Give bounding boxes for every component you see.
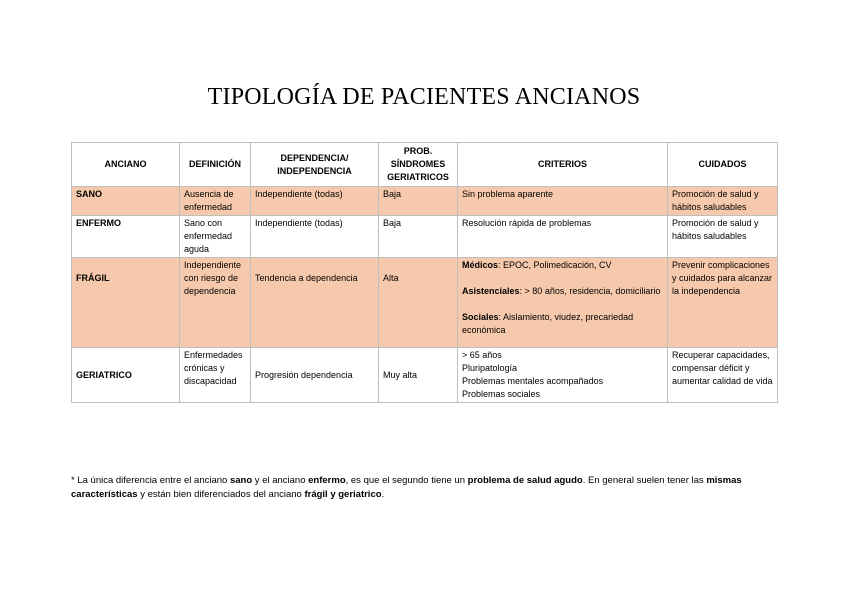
cell-sindromes: Alta [379,258,458,348]
criterio-asistenciales [462,285,663,298]
table-row-fragil [72,258,778,348]
note-bold: mismas características [71,475,742,500]
criterio-text: : > 80 años, residencia, domiciliario [519,286,661,296]
criterio-label: Asistenciales [462,286,520,296]
note-text: y están bien diferenciados del anciano [137,489,305,500]
cell-cuidados: Recuperar capacidades, compensar déficit y aumentar calidad de vida [668,348,778,403]
header-sindromes: PROB. SÍNDROMES GERIATRICOS [379,143,458,187]
cell-anciano: SANO [72,187,180,216]
cell-sindromes: Baja [379,216,458,258]
page-title: TIPOLOGÍA DE PACIENTES ANCIANOS [207,84,641,110]
criterio-label: Sociales [462,312,499,322]
cell-dependencia: Tendencia a dependencia [251,258,379,348]
criterio-line: > 65 años [462,350,502,360]
cell-anciano: FRÁGIL [72,258,180,348]
cell-criterios: Sin problema aparente [458,187,668,216]
criterio-line: Pluripatología [462,363,518,373]
note-bold: frágil y geriatrico [304,489,382,500]
header-dependencia: DEPENDENCIA/ INDEPENDENCIA [251,143,379,187]
cell-cuidados: Prevenir complicaciones y cuidados para alcanzar la independencia [668,258,778,348]
header-definicion: DEFINICIÓN [180,143,251,187]
table-row-enfermo [72,216,778,258]
criterio-sociales [462,311,663,337]
cell-definicion: Enfermedades crónicas y discapacidad [180,348,251,403]
patient-typology-table [71,142,778,403]
note-bold: enfermo [308,475,346,486]
note-text: . [381,489,385,500]
header-anciano: ANCIANO [72,143,180,187]
cell-dependencia: Progresión dependencia [251,348,379,403]
criterio-line: Problemas sociales [462,389,541,399]
cell-definicion: Sano con enfermedad aguda [180,216,251,258]
table-row-sano [72,187,778,216]
criterio-text: : EPOC, Polimedicación, CV [498,260,612,270]
header-cuidados: CUIDADOS [668,143,778,187]
note-text: * La única diferencia entre el anciano [71,475,230,486]
criterio-medicos [462,259,663,272]
cell-dependencia: Independiente (todas) [251,187,379,216]
cell-definicion: Independiente con riesgo de dependencia [180,258,251,348]
cell-sindromes: Baja [379,187,458,216]
note-text: , es que el segundo tiene un [345,475,468,486]
cell-sindromes: Muy alta [379,348,458,403]
cell-criterios [458,258,668,348]
note-bold: sano [229,475,253,486]
cell-anciano: ENFERMO [72,216,180,258]
table-row-geriatrico [72,348,778,403]
criterio-label: Médicos [462,260,499,270]
cell-definicion: Ausencia de enfermedad [180,187,251,216]
criterio-text: : Aislamiento, viudez, precariedad económica [462,312,634,335]
footnote [71,474,779,502]
note-bold: problema de salud agudo [467,475,583,486]
criterio-line: Problemas mentales acompañados [462,376,604,386]
cell-cuidados: Promoción de salud y hábitos saludables [668,187,778,216]
cell-criterios: Resolución rápida de problemas [458,216,668,258]
note-text: . En general suelen tener las [582,475,707,486]
note-text: y el anciano [252,475,309,486]
table-header-row [72,143,778,187]
cell-dependencia: Independiente (todas) [251,216,379,258]
cell-criterios [458,348,668,403]
cell-anciano: GERIATRICO [72,348,180,403]
header-criterios: CRITERIOS [458,143,668,187]
cell-cuidados: Promoción de salud y hábitos saludables [668,216,778,258]
